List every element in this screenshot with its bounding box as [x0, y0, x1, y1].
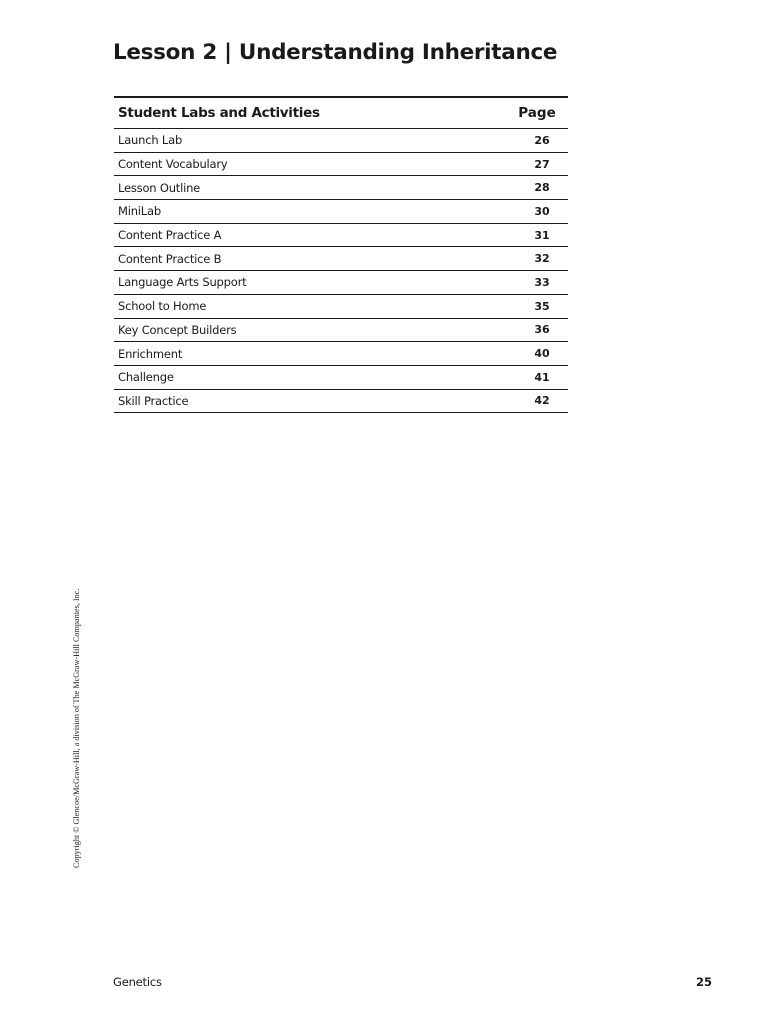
activity-name: Content Practice A [118, 228, 222, 243]
page-number: 36 [534, 323, 550, 337]
copyright-notice: Copyright © Glencoe/McGraw-Hill, a division of The McGraw-Hill Companies, Inc. [72, 588, 81, 868]
page-number: 35 [534, 299, 550, 313]
lesson-title: Lesson 2 | Understanding Inheritance [113, 40, 558, 65]
page-number: 26 [534, 133, 550, 147]
table-row [114, 224, 568, 248]
activity-name: Lesson Outline [118, 180, 201, 195]
header-page: Page [518, 105, 556, 121]
page-number: 30 [534, 204, 550, 218]
footer-subject: Genetics [113, 975, 162, 989]
header-activity: Student Labs and Activities [118, 105, 320, 121]
footer-page-number: 25 [695, 975, 712, 989]
activity-name: Language Arts Support [118, 275, 247, 290]
page-number: 42 [534, 394, 550, 408]
activity-name: School to Home [118, 299, 207, 314]
table-row [114, 271, 568, 295]
table-row [114, 247, 568, 271]
activity-name: Key Concept Builders [118, 322, 237, 337]
activity-name: Enrichment [118, 346, 183, 361]
activity-name: MiniLab [118, 204, 161, 219]
activity-name: Launch Lab [118, 133, 183, 148]
table-row [114, 176, 568, 200]
page-number: 33 [534, 275, 550, 289]
table-row [114, 200, 568, 224]
table-row [114, 319, 568, 343]
activities-table [114, 96, 568, 413]
table-row [114, 295, 568, 319]
table-row [114, 342, 568, 366]
activity-name: Content Vocabulary [118, 157, 228, 172]
page-number: 40 [534, 347, 550, 361]
activity-name: Skill Practice [118, 393, 189, 408]
table-header [114, 98, 568, 129]
table-row [114, 390, 568, 414]
table-row [114, 129, 568, 153]
activity-name: Content Practice B [118, 251, 222, 266]
page-number: 27 [534, 157, 550, 171]
table-row [114, 153, 568, 177]
activity-name: Challenge [118, 370, 174, 385]
page-number: 41 [534, 370, 550, 384]
page-number: 31 [534, 228, 550, 242]
table-row [114, 366, 568, 390]
page-number: 32 [534, 252, 550, 266]
page-number: 28 [534, 181, 550, 195]
